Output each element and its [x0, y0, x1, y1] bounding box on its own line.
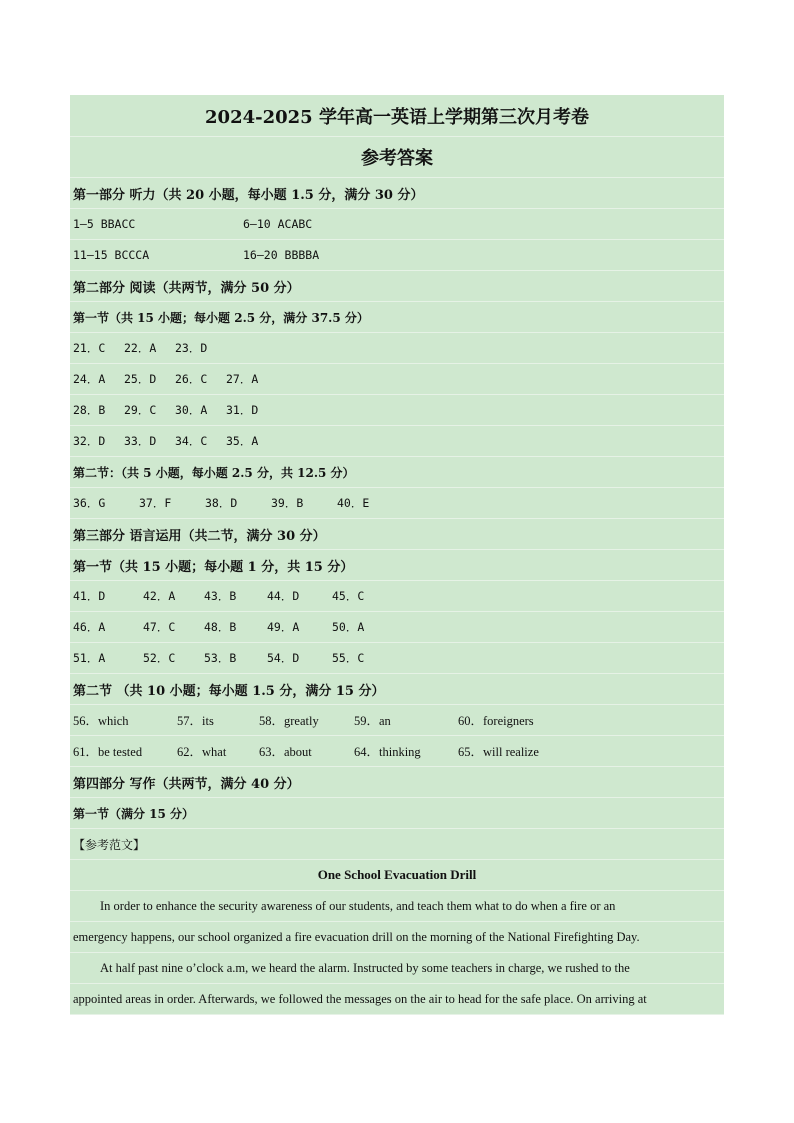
part3-row-2 [70, 612, 724, 643]
answer-sheet [70, 95, 724, 1015]
answer-item: 22．A [124, 341, 157, 355]
answer-item: 55．C [332, 651, 365, 665]
answer-item: 54．D [267, 651, 300, 665]
part2-heading: 第二部分 阅读（共两节，满分 50 分） [70, 271, 724, 302]
answer-item: 27．A [226, 372, 259, 386]
answer-item: 56．which [73, 714, 129, 728]
page-subtitle: 参考答案 [70, 137, 724, 178]
answer-item: 59．an [354, 714, 391, 728]
part4-heading: 第四部分 写作（共两节，满分 40 分） [70, 767, 724, 798]
answer-item: 52．C [143, 651, 176, 665]
part3-section2-heading: 第二节 （共 10 小题；每小题 1.5 分，满分 15 分） [70, 674, 724, 705]
essay-line: emergency happens, our school organized a fire evacuation drill on the morning of the National Firefighting Day. [70, 922, 724, 953]
essay-line: At half past nine o’clock a.m, we heard the alarm. Instructed by some teachers in charge, we rushed to the [70, 953, 724, 984]
part1-heading: 第一部分 听力（共 20 小题，每小题 1.5 分，满分 30 分） [70, 178, 724, 209]
answer-item: 43．B [204, 589, 237, 603]
answer-item: 26．C [175, 372, 208, 386]
part4-section1-heading: 第一节（满分 15 分） [70, 798, 724, 829]
answer-item: 21．C [73, 341, 106, 355]
answer-item: 29．C [124, 403, 157, 417]
answer-item: 64．thinking [354, 745, 421, 759]
answer-item: 34．C [175, 434, 208, 448]
answer-item: 31．D [226, 403, 259, 417]
part2-row-2 [70, 364, 724, 395]
part2-row-1 [70, 333, 724, 364]
answer-item: 32．D [73, 434, 106, 448]
answer-item: 53．B [204, 651, 237, 665]
answer-item: 35．A [226, 434, 259, 448]
answer-item: 57．its [177, 714, 214, 728]
part3-row-4 [70, 705, 724, 736]
answer-item: 37．F [139, 496, 172, 510]
answer-item: 65．will realize [458, 745, 539, 759]
answer-item: 28．B [73, 403, 106, 417]
part3-row-5 [70, 736, 724, 767]
answer-item: 51．A [73, 651, 106, 665]
essay-line: In order to enhance the security awareness of our students, and teach them what to do when a fire or an [70, 891, 724, 922]
part2-row-5 [70, 488, 724, 519]
part2-row-3 [70, 395, 724, 426]
answer-item: 25．D [124, 372, 157, 386]
answer-item: 33．D [124, 434, 157, 448]
answer-item: 42．A [143, 589, 176, 603]
essay-line: appointed areas in order. Afterwards, we followed the messages on the air to head for the safe place. On arriving at [70, 984, 724, 1015]
answer-item: 49．A [267, 620, 300, 634]
page-title: 2024-2025 学年高一英语上学期第三次月考卷 [70, 95, 724, 137]
part3-row-3 [70, 643, 724, 674]
essay-title: One School Evacuation Drill [70, 860, 724, 891]
answer-item: 36．G [73, 496, 106, 510]
answer-item: 1—5 BBACC [73, 217, 136, 231]
part3-row-1 [70, 581, 724, 612]
answer-item: 47．C [143, 620, 176, 634]
answer-item: 38．D [205, 496, 238, 510]
answer-item: 60．foreigners [458, 714, 534, 728]
part2-section1-heading: 第一节（共 15 小题；每小题 2.5 分，满分 37.5 分） [70, 302, 724, 333]
part1-row-1 [70, 209, 724, 240]
answer-item: 16—20 BBBBA [243, 248, 320, 262]
answer-item: 39．B [271, 496, 304, 510]
answer-item: 23．D [175, 341, 208, 355]
answer-item: 24．A [73, 372, 106, 386]
answer-item: 50．A [332, 620, 365, 634]
answer-item: 46．A [73, 620, 106, 634]
part3-heading: 第三部分 语言运用（共二节，满分 30 分） [70, 519, 724, 550]
answer-item: 11—15 BCCCA [73, 248, 150, 262]
answer-item: 6—10 ACABC [243, 217, 313, 231]
answer-item: 41．D [73, 589, 106, 603]
answer-item: 58．greatly [259, 714, 319, 728]
part2-row-4 [70, 426, 724, 457]
answer-item: 44．D [267, 589, 300, 603]
answer-item: 63．about [259, 745, 312, 759]
answer-item: 45．C [332, 589, 365, 603]
part2-section2-heading: 第二节：（共 5 小题，每小题 2.5 分，共 12.5 分） [70, 457, 724, 488]
answer-item: 61．be tested [73, 745, 143, 759]
answer-item: 48．B [204, 620, 237, 634]
part1-row-2 [70, 240, 724, 271]
answer-item: 40．E [337, 496, 370, 510]
sample-label: 【参考范文】 [70, 829, 724, 860]
answer-item: 62．what [177, 745, 227, 759]
part3-section1-heading: 第一节（共 15 小题；每小题 1 分，共 15 分） [70, 550, 724, 581]
answer-item: 30．A [175, 403, 208, 417]
